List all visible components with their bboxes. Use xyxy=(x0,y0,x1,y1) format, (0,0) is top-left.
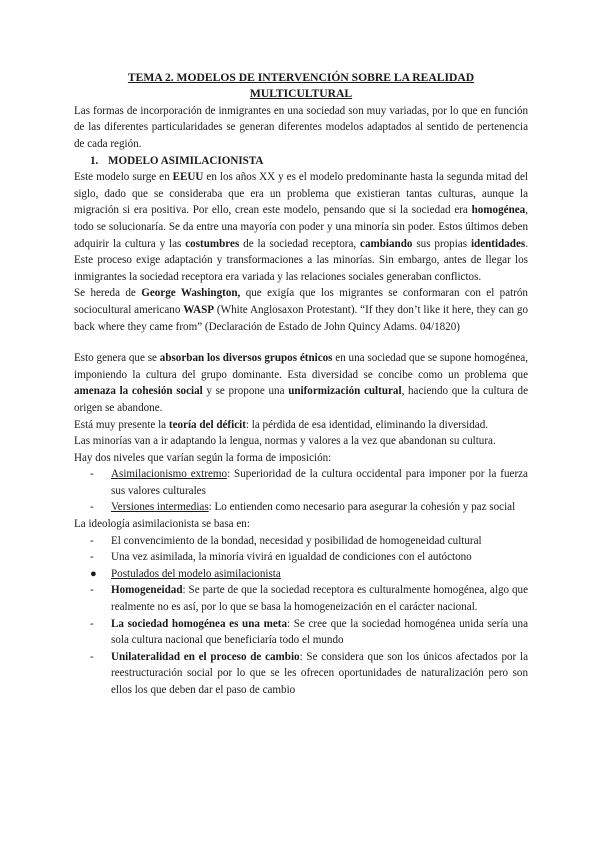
section-title: MODELO ASIMILACIONISTA xyxy=(108,154,264,167)
list-item: - La sociedad homogénea es una meta: Se cree que la sociedad homogénea unida sería una sola cultura nacional que beneficiaría todo el mundo xyxy=(90,617,528,647)
list-item: - El convencimiento de la bondad, necesidad y posibilidad de homogeneidad cultural xyxy=(90,534,482,547)
paragraph-minorities: Las minorías van a ir adaptando la lengua, normas y valores a la vez que abandonan su cultura. xyxy=(74,435,496,448)
paragraph-origin: Este modelo surge en EEUU en los años XX y es el modelo predominante hasta la segunda mitad del siglo, dado que se consideraba que era un problema que existieran tantas culturas, aunque la migración si era positiva. Por ello, crean este modelo, pensando que si la sociedad era homogénea, todo se solucionaría. Se da entre una mayoría con poder y una minoría sin poder. Estos últimos deben adquirir la cultura y las costumbres de la sociedad receptora, cambiando sus propias identidades. Este proceso exige adaptación y transformaciones a las minorías. Sin embargo, antes de llegar los inmigrantes la sociedad receptora era variada y las relaciones sociales generaban conflictos. xyxy=(74,171,528,283)
section-number: 1. xyxy=(90,154,99,167)
title-line-1: TEMA 2. MODELOS DE INTERVENCIÓN SOBRE LA REALIDAD xyxy=(127,71,475,84)
list-item: - Versiones intermedias: Lo entienden como necesario para asegurar la cohesión y paz social xyxy=(90,501,516,514)
bullet-icon: ● xyxy=(90,567,97,580)
list-item: - Una vez asimilada, la minoría vivirá en igualdad de condiciones con el autóctono xyxy=(90,551,472,564)
intro-paragraph: Las formas de incorporación de inmigrantes en una sociedad son muy variadas, por lo que en función de las diferentes particularidades se generan diferentes modelos adaptados al sentido de pertenencia de cada región. xyxy=(74,104,528,150)
list-item: - Asimilacionismo extremo: Superioridad de la cultura occidental para imponer por la fuerza sus valores culturales xyxy=(90,468,528,497)
paragraph-ideology-intro: La ideología asimilacionista se basa en: xyxy=(74,518,250,531)
paragraph-deficit: Está muy presente la teoría del déficit: la pérdida de esa identidad, eliminando la diversidad. xyxy=(74,418,489,431)
title-line-2: MULTICULTURAL xyxy=(249,87,353,101)
paragraph-absorption: Esto genera que se absorban los diversos grupos étnicos en una sociedad que se supone homogénea, imponiendo la cultura del grupo dominante. Esta diversidad se concibe como un problema que amenaza la cohesión social y se propone una uniformización cultural, haciendo que la cultura de origen se abandone. xyxy=(74,352,529,414)
document-page xyxy=(74,70,528,699)
list-item: - Homogeneidad: Se parte de que la sociedad receptora es culturalmente homogénea, algo que realmente no es así, por lo que se basa la homogeneización en el carácter nacional. xyxy=(90,584,528,614)
postulados-heading: ● Postulados del modelo asimilacionista xyxy=(74,566,528,583)
paragraph-washington: Se hereda de George Washington, que exigía que los migrantes se conformaran con el patrón sociocultural americano WASP (White Anglosaxon Protestant). “If they don’t like it here, they can go back where they came from” (Declaración de Estado de John Quincy Adams. 04/1820) xyxy=(74,287,528,333)
paragraph-gap xyxy=(74,335,528,350)
page-title xyxy=(74,70,528,103)
list-item: - Unilateralidad en el proceso de cambio: Se considera que son los únicos afectados por la reestructuración social por lo que se les ofrecen oportunidades de naturalización pero son ellos los que deben dar el paso de cambio xyxy=(90,650,528,696)
section-heading xyxy=(90,153,528,170)
paragraph-levels-intro: Hay dos niveles que varían según la forma de imposición: xyxy=(74,451,332,464)
levels-list xyxy=(74,466,528,516)
bases-list xyxy=(74,533,528,699)
